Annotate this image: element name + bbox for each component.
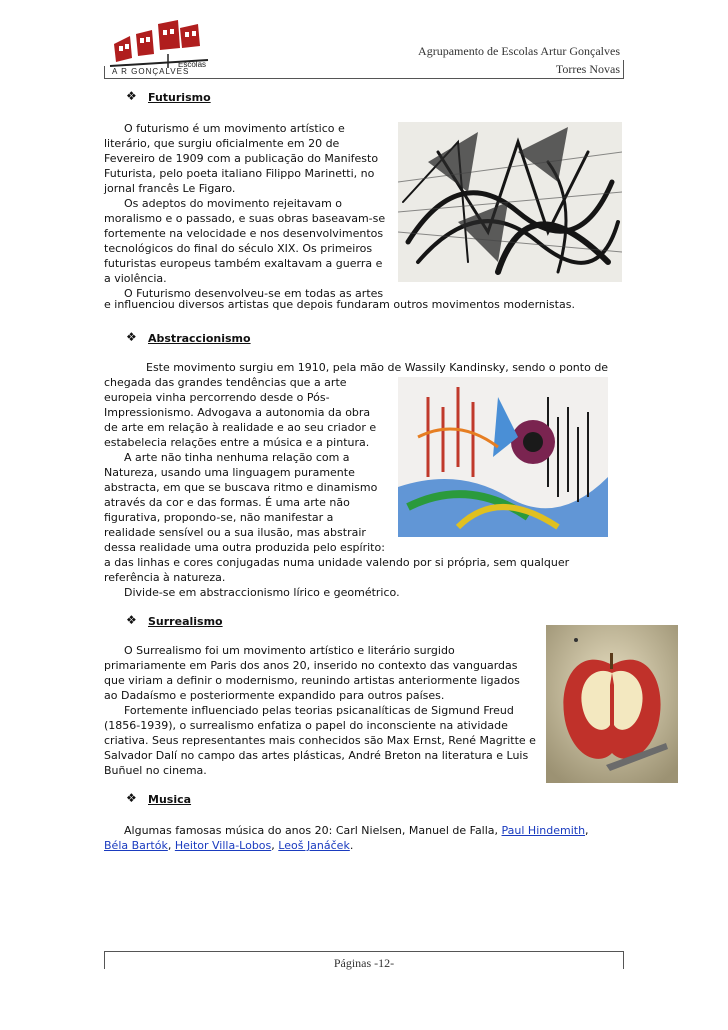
paragraph-line: estabelecia relações entre a música e a pintura. [104, 436, 370, 449]
diamond-bullet-icon: ❖ [126, 613, 137, 627]
sentence-end: . [349, 839, 354, 852]
paragraph-line: Fevereiro de 1909 com a publicação do Manifesto [104, 152, 379, 165]
paragraph-line: Os adeptos do movimento rejeitavam o [124, 197, 343, 210]
futurism-artwork-image [398, 122, 622, 282]
paragraph-line: O Futurismo desenvolveu-se em todas as artes [124, 287, 384, 300]
paragraph-line: Divide-se em abstraccionismo lírico e geométrico. [124, 586, 400, 599]
paragraph-line: fortemente na velocidade e nos desenvolvimentos [104, 227, 384, 240]
paragraph-line: Buñuel no cinema. [104, 764, 207, 777]
paragraph-line: Natureza, usando uma linguagem puramente [104, 466, 355, 479]
paragraph-line: A arte não tinha nenhuma relação com a [124, 451, 350, 464]
paragraph-line: europeia vinha percorrendo desde o Pós- [104, 391, 330, 404]
paragraph-line: literário, que surgiu oficialmente em 20 de [104, 137, 340, 150]
separator: , [271, 839, 279, 852]
diamond-bullet-icon: ❖ [126, 89, 137, 103]
paragraph-line: Futurista, pelo poeta italiano Filippo Marinetti, no [104, 167, 375, 180]
paragraph-line: Fortemente influenciado pelas teorias psicanalíticas de Sigmund Freud [124, 704, 514, 717]
paragraph-line: figurativa, propondo-se, não manifestar a [104, 511, 334, 524]
paragraph-line: chegada das grandes tendências que a arte [104, 376, 347, 389]
paragraph-line: Impressionismo. Advogava a autonomia da obra [104, 406, 371, 419]
paragraph-line: criativa. Seus representantes mais conhecidos são Max Ernst, René Magritte e [104, 734, 536, 747]
section-heading-surrealismo: Surrealismo [148, 615, 223, 628]
paragraph-line: abstracta, em que se buscava ritmo e dinamismo [104, 481, 378, 494]
music-intro-text: Algumas famosas música do anos 20: Carl Nielsen, Manuel de Falla, [124, 824, 502, 837]
music-paragraph-line2 [104, 838, 353, 853]
paragraph-line: (1856-1939), o surrealismo enfatiza o papel do inconsciente na atividade [104, 719, 508, 732]
paragraph-line: realidade sensível ou a sua ilusão, mas abstrair [104, 526, 366, 539]
paragraph-line: a das linhas e cores conjugadas numa unidade valendo por si própria, sem qualquer [104, 556, 570, 569]
paragraph-line: referência à natureza. [104, 571, 226, 584]
header-rule-left [104, 66, 105, 78]
section-heading-musica: Musica [148, 793, 192, 806]
separator: , [585, 824, 589, 837]
footer-rule [104, 951, 624, 952]
paragraph-line: futuristas europeus também exaltavam a guerra e [104, 257, 383, 270]
paragraph-line: a violência. [104, 272, 167, 285]
logo-subtitle: Escolas [178, 60, 207, 69]
link-bela-bartok[interactable]: Béla Bartók [104, 839, 168, 852]
link-leos-janacek[interactable]: Leoš Janáček [278, 839, 350, 852]
header-rule [104, 78, 624, 79]
paragraph-line: através da cor e das formas. É uma arte não [104, 496, 350, 509]
link-paul-hindemith[interactable]: Paul Hindemith [501, 824, 586, 837]
separator: , [167, 839, 175, 852]
header-rule-right [623, 60, 624, 78]
paragraph-line: ao Dadaísmo e posteriormente expandido para outros países. [104, 689, 445, 702]
paragraph-line: de arte em relação à realidade e ao seu criador e [104, 421, 377, 434]
link-heitor-villa-lobos[interactable]: Heitor Villa-Lobos [174, 839, 272, 852]
paragraph-line: e influenciou diversos artistas que depois fundaram outros movimentos modernistas. [104, 298, 575, 311]
paragraph-line: jornal francês Le Figaro. [104, 182, 236, 195]
paragraph-line: tecnológicos do final do século XIX. Os primeiros [104, 242, 373, 255]
logo-school-name: A R GONÇALVES [112, 67, 190, 76]
paragraph-line: que viriam a definir o modernismo, reunindo artistas anteriormente ligados [104, 674, 520, 687]
section-heading-futurismo: Futurismo [148, 91, 211, 104]
paragraph-line: Salvador Dalí no campo das artes plásticas, André Breton na literatura e Luis [104, 749, 529, 762]
paragraph-line: dessa realidade uma outra produzida pelo espírito: [104, 541, 385, 554]
diamond-bullet-icon: ❖ [126, 791, 137, 805]
header-school-group: Agrupamento de Escolas Artur Gonçalves [418, 44, 620, 58]
section-heading-abstraccionismo: Abstraccionismo [148, 332, 251, 345]
paragraph-line: primariamente em Paris dos anos 20, inserido no contexto das vanguardas [104, 659, 518, 672]
header-town: Torres Novas [555, 62, 620, 76]
page-number: Páginas -12- [333, 956, 395, 970]
abstract-artwork-image [398, 377, 608, 537]
paragraph-line: Este movimento surgiu em 1910, pela mão de Wassily Kandinsky, sendo o ponto de [146, 361, 609, 374]
paragraph-line: O Surrealismo foi um movimento artístico e literário surgido [124, 644, 455, 657]
surrealism-artwork-image [546, 625, 678, 783]
diamond-bullet-icon: ❖ [126, 330, 137, 344]
paragraph-line: moralismo e o passado, e suas obras baseavam-se [104, 212, 386, 225]
paragraph-line: O futurismo é um movimento artístico e [124, 122, 345, 135]
music-paragraph-line1 [124, 823, 589, 838]
